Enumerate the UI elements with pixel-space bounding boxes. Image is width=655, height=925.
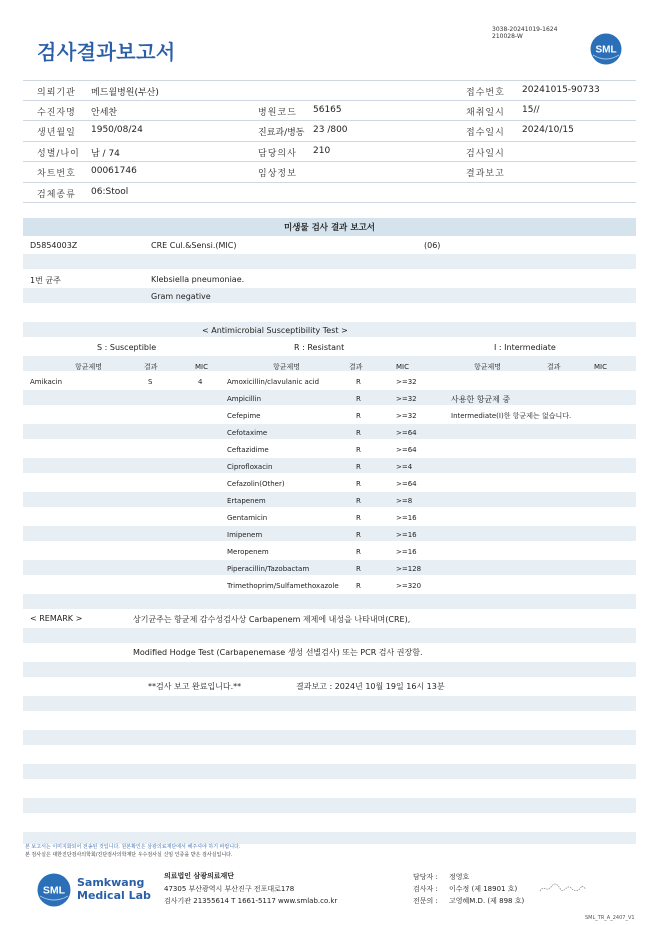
footer-brand-line-2: Medical Lab	[77, 889, 151, 902]
drug-result: R	[356, 463, 361, 471]
drug-name: Gentamicin	[227, 514, 268, 522]
col-header-drug-left: 항균제명	[75, 363, 103, 371]
value-chart-number: 00061746	[91, 166, 137, 176]
left-drug-name: Amikacin	[30, 378, 63, 386]
footer-brand	[77, 876, 151, 902]
col-header-drug-mid: 항균제명	[273, 363, 301, 371]
drug-mic: >=32	[396, 395, 417, 403]
form-code: SML_TR_A_2407_V1	[585, 915, 635, 921]
footer-org: 의료법인 삼광의료재단	[164, 872, 235, 880]
drug-mic: >=16	[396, 531, 417, 539]
value-birth-date: 1950/08/24	[91, 125, 143, 135]
report-complete: **검사 보고 완료입니다.**	[148, 682, 242, 691]
value-receipt-time: 2024/10/15	[522, 125, 574, 135]
value-patient-name: 안세찬	[91, 108, 118, 118]
document-number-line-2: 210028-W	[492, 33, 523, 40]
drug-name: Piperacillin/Tazobactam	[227, 565, 310, 573]
report-time: 결과보고 : 2024년 10월 19일 16시 13분	[296, 682, 445, 691]
micro-section-title: 미생물 검사 결과 보고서	[284, 223, 375, 233]
drug-mic: >=64	[396, 429, 417, 437]
legend-intermediate: I : Intermediate	[494, 343, 556, 352]
legend-susceptible: S : Susceptible	[97, 343, 157, 352]
value-collection-time: 15//	[522, 105, 540, 115]
drug-result: R	[356, 412, 361, 420]
label-test-time: 검사일시	[466, 149, 505, 159]
col-header-drug-right: 항균제명	[474, 363, 502, 371]
label-receipt-time: 접수일시	[466, 128, 505, 138]
label-sex-age: 성별/나이	[37, 149, 80, 159]
page-title: 검사결과보고서	[37, 40, 176, 64]
test-name: CRE Cul.&Sensi.(MIC)	[151, 241, 237, 250]
footer-label-specialist: 전문의 :	[413, 897, 438, 905]
drug-mic: >=4	[396, 463, 413, 471]
drug-mic: >=64	[396, 480, 417, 488]
label-result-report: 결과보고	[466, 169, 505, 179]
test-order-code: D5854003Z	[30, 241, 78, 250]
value-specimen-type: 06:Stool	[91, 187, 129, 197]
samkwang-logo-icon	[37, 873, 71, 907]
value-requesting-institution: 메드윌병원(부산)	[91, 88, 159, 98]
drug-mic: >=128	[396, 565, 422, 573]
legend-resistant: R : Resistant	[294, 343, 345, 352]
label-department-ward: 진료과/병동	[258, 128, 305, 138]
document-number	[492, 26, 557, 40]
gram-stain: Gram negative	[151, 292, 211, 301]
organism-name: Klebsiella pneumoniae.	[151, 275, 245, 284]
col-header-mic-right: MIC	[594, 363, 607, 371]
footer-label-manager: 담당자 :	[413, 873, 438, 881]
organism-label: 1번 균주	[30, 276, 61, 285]
col-header-result-right: 결과	[547, 363, 561, 371]
drug-mic: >=16	[396, 548, 417, 556]
samkwang-logo-text: SML	[42, 884, 66, 897]
drug-name: Amoxicillin/clavulanic acid	[227, 378, 320, 386]
drug-mic: >=16	[396, 514, 417, 522]
drug-mic: >=8	[396, 497, 413, 505]
col-header-result-mid: 결과	[349, 363, 363, 371]
footer-value-manager: 정영호	[449, 873, 470, 881]
value-attending-doctor: 210	[313, 146, 331, 156]
drug-mic: >=320	[396, 582, 422, 590]
label-collection-time: 채취일시	[466, 108, 505, 118]
drug-name: Trimethoprim/Sulfamethoxazole	[227, 582, 339, 590]
footer-brand-line-1: Samkwang	[77, 876, 145, 889]
drug-result: R	[356, 378, 361, 386]
value-department-ward: 23 /800	[313, 125, 348, 135]
left-drug-mic: 4	[198, 378, 203, 386]
drug-mic: >=64	[396, 446, 417, 454]
label-clinical-info: 임상정보	[258, 169, 297, 179]
label-requesting-institution: 의뢰기관	[37, 88, 76, 98]
drug-result: R	[356, 514, 361, 522]
col-header-mic-mid: MIC	[396, 363, 409, 371]
document-number-line-1: 3038-20241019-1624	[492, 26, 558, 33]
drug-name: Ceftazidime	[227, 446, 269, 454]
drug-name: Ciprofloxacin	[227, 463, 273, 471]
drug-name: Cefepime	[227, 412, 261, 420]
drug-result: R	[356, 565, 361, 573]
label-chart-number: 차트번호	[37, 169, 76, 179]
drug-result: R	[356, 531, 361, 539]
label-patient-name: 수진자명	[37, 108, 76, 118]
label-attending-doctor: 담당의사	[258, 149, 297, 159]
col-header-result-left: 결과	[144, 363, 158, 371]
drug-mic: >=32	[396, 378, 417, 386]
value-hospital-code: 56165	[313, 105, 342, 115]
intermediate-note-line-1: 사용한 항균제 중	[451, 395, 511, 404]
drug-result: R	[356, 429, 361, 437]
drug-result: R	[356, 446, 361, 454]
value-receipt-number: 20241015-90733	[522, 85, 600, 95]
remark-label: < REMARK >	[30, 614, 83, 623]
drug-name: Ertapenem	[227, 497, 266, 505]
drug-result: R	[356, 497, 361, 505]
value-sex-age: 남 / 74	[91, 149, 120, 159]
sml-logo-icon	[590, 33, 622, 65]
drug-result: R	[356, 548, 361, 556]
signature-icon	[538, 881, 588, 895]
remark-line-2: Modified Hodge Test (Carbapenemase 생성 선별검사) 또는 PCR 검사 권장함.	[133, 648, 423, 657]
intermediate-note-line-2: Intermediate(I)한 항균제는 없습니다.	[451, 412, 572, 420]
drug-name: Cefazolin(Other)	[227, 480, 285, 488]
label-birth-date: 생년월일	[37, 128, 76, 138]
footer-notice-1: 본 보고서는 이미지화되어 전송된 것입니다. 원본확인은 삼광의료재단에서 해주셔야 하기 바랍니다.	[25, 844, 241, 850]
remark-line-1: 상기균주는 항균제 감수성검사상 Carbapenem 제제에 내성을 나타내며(CRE),	[133, 615, 411, 624]
test-specimen-code: (06)	[424, 241, 441, 250]
footer-notice-2: 본 검사실은 대한진단검사의학회/진단검사의학재단 우수검사실 신임 인증을 받은 검사실입니다.	[25, 852, 233, 858]
footer-contact: 검사기관 21355614 T 1661-5117 www.smlab.co.kr	[164, 897, 338, 905]
drug-result: R	[356, 395, 361, 403]
drug-result: R	[356, 480, 361, 488]
footer-value-specialist: 고영혜M.D. (제 898 호)	[449, 897, 525, 905]
sml-logo-text: SML	[595, 44, 617, 56]
drug-name: Ampicillin	[227, 395, 262, 403]
label-specimen-type: 검체종류	[37, 190, 76, 200]
label-hospital-code: 병원코드	[258, 108, 297, 118]
label-receipt-number: 접수번호	[466, 88, 505, 98]
drug-result: R	[356, 582, 361, 590]
drug-name: Imipenem	[227, 531, 263, 539]
drug-name: Cefotaxime	[227, 429, 268, 437]
drug-name: Meropenem	[227, 548, 269, 556]
col-header-mic-left: MIC	[195, 363, 208, 371]
footer-value-tester: 이수정 (제 18901 호)	[449, 885, 518, 893]
drug-mic: >=32	[396, 412, 417, 420]
footer-address: 47305 부산광역시 부산진구 전포대로178	[164, 885, 295, 893]
ast-title: < Antimicrobial Susceptibility Test >	[202, 326, 348, 335]
left-drug-result: S	[148, 378, 153, 386]
footer-label-tester: 검사자 :	[413, 885, 438, 893]
